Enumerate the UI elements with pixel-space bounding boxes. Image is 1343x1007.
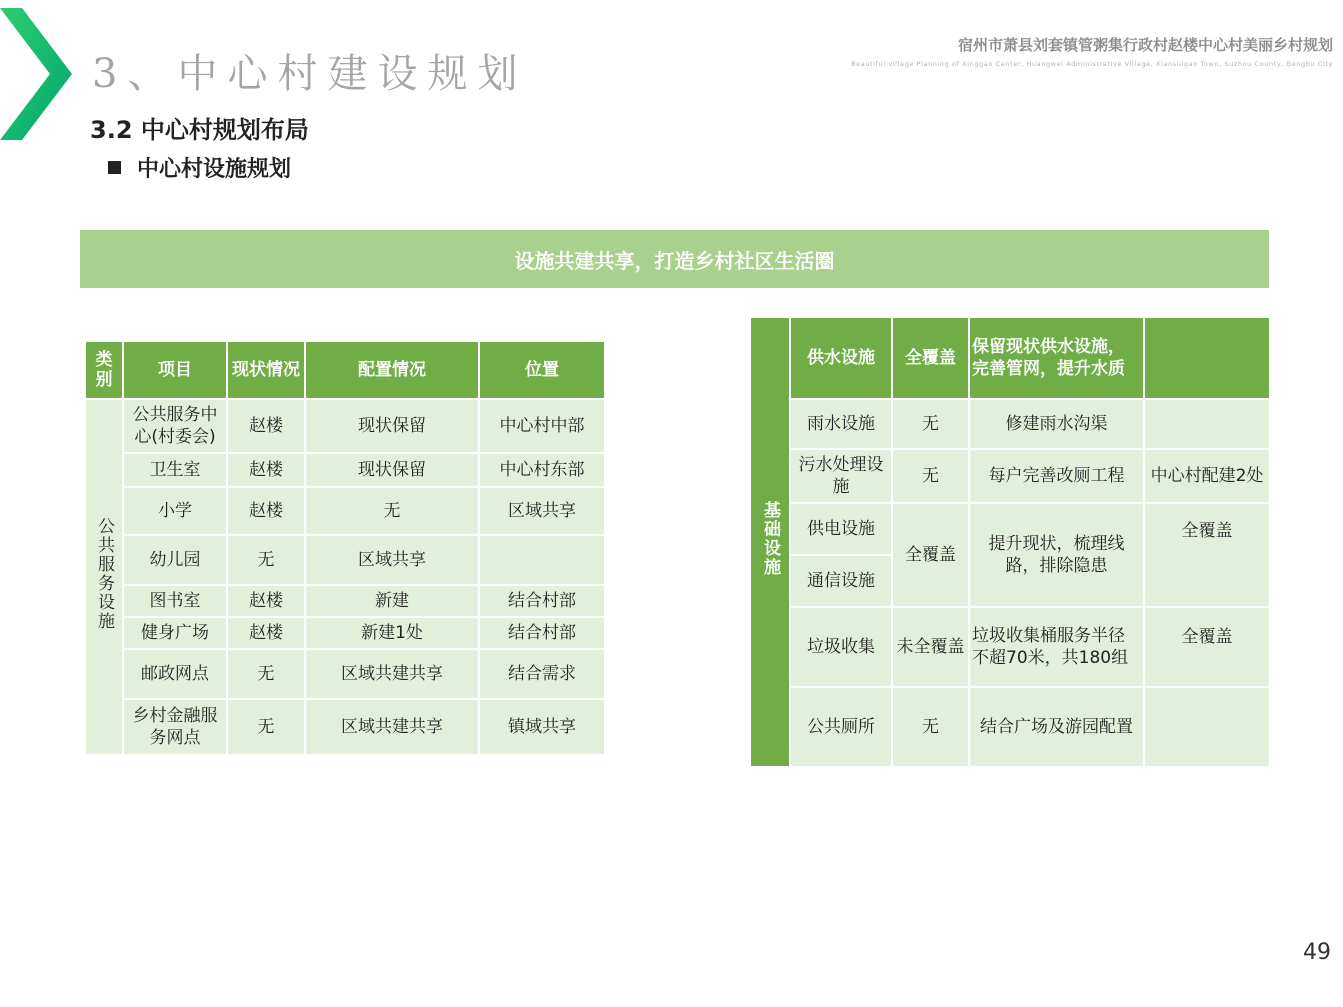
bullet-square-icon: [108, 161, 121, 174]
category-cell: 公共服务设施: [85, 399, 123, 755]
table-row: [750, 317, 1270, 399]
cell-status: 无: [892, 687, 969, 767]
banner: 设施共建共享，打造乡村社区生活圈: [80, 230, 1269, 288]
table-row: [750, 607, 1270, 687]
table-row: [750, 449, 1270, 503]
cell-item: 垃圾收集: [790, 607, 892, 687]
section-title: 3、中心村建设规划: [92, 51, 528, 97]
cell-item: 小学: [123, 487, 227, 535]
cell-location: 中心村中部: [479, 399, 605, 453]
cell-status: 赵楼: [227, 487, 305, 535]
project-subtitle: Beautiful village Planning of Xinggao Center, Huangwei Administrative Village, Xiansuigao Town, Suzhou County, Bengbu City: [851, 60, 1333, 68]
table-row: [750, 503, 1270, 555]
category-cell: 基础设施: [750, 317, 790, 767]
table-row: [85, 617, 605, 649]
cell-status: 无: [227, 535, 305, 585]
infrastructure-table: [749, 316, 1271, 768]
cell-config: 新建1处: [305, 617, 479, 649]
cell-status: 无: [892, 399, 969, 449]
cell-location: 区域共享: [479, 487, 605, 535]
cell-location: [479, 535, 605, 585]
cell-item: 公共厕所: [790, 687, 892, 767]
cell-location: 结合村部: [479, 585, 605, 617]
public-facilities-table: [84, 340, 606, 756]
cell-item: 幼儿园: [123, 535, 227, 585]
cell-status: 赵楼: [227, 585, 305, 617]
cell-location: [1144, 399, 1270, 449]
bullet-text: 中心村设施规划: [137, 157, 292, 182]
table-row: [85, 399, 605, 453]
cell-item: 图书室: [123, 585, 227, 617]
table-row: [85, 649, 605, 699]
cell-status: 无: [227, 699, 305, 755]
cell-config: 结合广场及游园配置: [969, 687, 1144, 767]
cell-status: 无: [892, 449, 969, 503]
table-header-row: [85, 341, 605, 399]
cell-location: 镇域共享: [479, 699, 605, 755]
cell-config: 新建: [305, 585, 479, 617]
cell-location: 全覆盖: [1144, 607, 1270, 687]
cell-item: 卫生室: [123, 453, 227, 487]
cell-location: 中心村配建2处: [1144, 449, 1270, 503]
cell-config: 每户完善改厕工程: [969, 449, 1144, 503]
header-status: 现状情况: [227, 341, 305, 399]
table-row: [85, 585, 605, 617]
cell-status: 赵楼: [227, 617, 305, 649]
cell-item: 健身广场: [123, 617, 227, 649]
cell-status: 赵楼: [227, 399, 305, 453]
cell-status: 无: [227, 649, 305, 699]
cell-item: 污水处理设施: [790, 449, 892, 503]
cell-item: 供水设施: [790, 317, 892, 399]
cell-config: 保留现状供水设施，完善管网，提升水质: [969, 317, 1144, 399]
header-category: 类别: [85, 341, 123, 399]
header-config: 配置情况: [305, 341, 479, 399]
cell-config: 垃圾收集桶服务半径不超70米，共180组: [969, 607, 1144, 687]
cell-item: 雨水设施: [790, 399, 892, 449]
cell-item: 公共服务中心(村委会): [123, 399, 227, 453]
chevron-logo-icon: [0, 8, 72, 140]
cell-location: 全覆盖: [1144, 503, 1270, 607]
cell-item: 通信设施: [790, 555, 892, 607]
cell-config: 现状保留: [305, 453, 479, 487]
table-row: [85, 535, 605, 585]
cell-config: 区域共建共享: [305, 649, 479, 699]
cell-location: [1144, 687, 1270, 767]
table-row: [750, 399, 1270, 449]
cell-status: 未全覆盖: [892, 607, 969, 687]
cell-location: 结合需求: [479, 649, 605, 699]
table-row: [85, 699, 605, 755]
table-row: [750, 687, 1270, 767]
table-row: [85, 487, 605, 535]
bullet-heading: [108, 152, 291, 183]
cell-status: 全覆盖: [892, 317, 969, 399]
cell-config: 现状保留: [305, 399, 479, 453]
project-title: 宿州市萧县刘套镇管粥集行政村赵楼中心村美丽乡村规划: [957, 36, 1333, 54]
page-number: 49: [1303, 940, 1331, 965]
subsection-title: 3.2 中心村规划布局: [90, 116, 309, 144]
cell-status: 赵楼: [227, 453, 305, 487]
cell-item: 邮政网点: [123, 649, 227, 699]
cell-item: 供电设施: [790, 503, 892, 555]
cell-status: 全覆盖: [892, 503, 969, 607]
cell-location: [1144, 317, 1270, 399]
cell-config: 区域共建共享: [305, 699, 479, 755]
cell-config: 修建雨水沟渠: [969, 399, 1144, 449]
cell-config: 无: [305, 487, 479, 535]
header-item: 项目: [123, 341, 227, 399]
cell-location: 结合村部: [479, 617, 605, 649]
cell-config: 提升现状，梳理线路，排除隐患: [969, 503, 1144, 607]
table-row: [85, 453, 605, 487]
cell-config: 区域共享: [305, 535, 479, 585]
header-location: 位置: [479, 341, 605, 399]
cell-item: 乡村金融服务网点: [123, 699, 227, 755]
cell-location: 中心村东部: [479, 453, 605, 487]
